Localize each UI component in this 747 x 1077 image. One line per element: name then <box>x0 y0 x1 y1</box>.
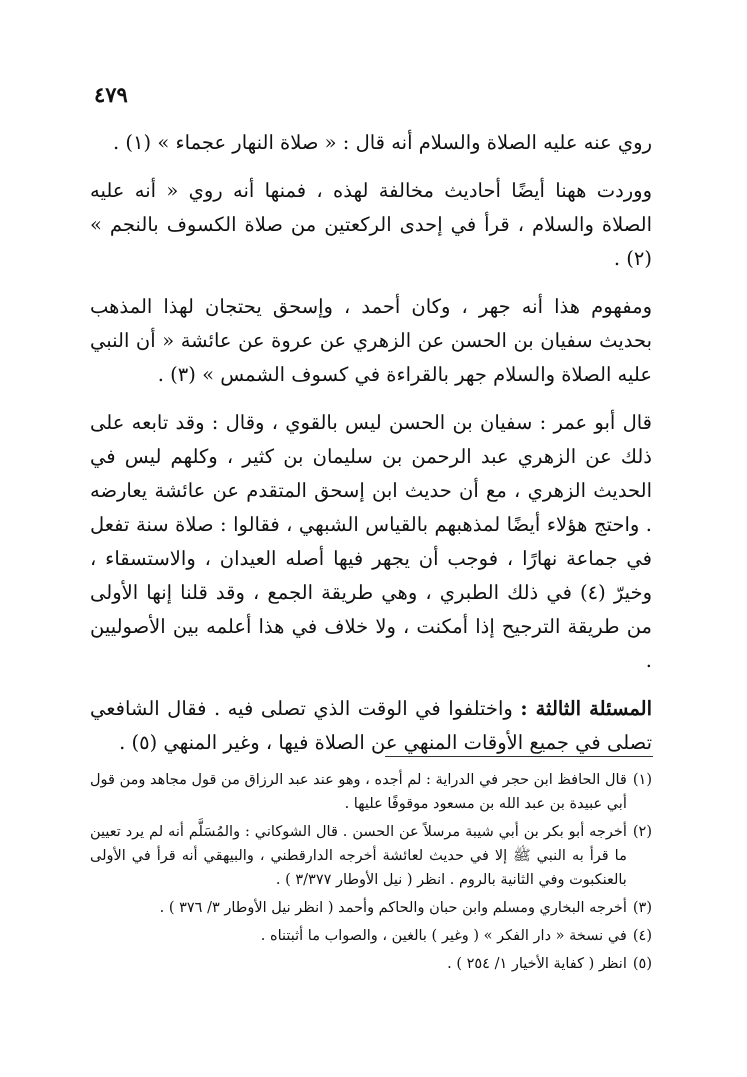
paragraph: روي عنه عليه الصلاة والسلام أنه قال : « صلاة النهار عجماء » (١) . <box>113 131 652 154</box>
footnote <box>90 820 652 892</box>
footnote <box>90 768 652 816</box>
footnote-text: في نسخة « دار الفكر » ( وغير ) بالغين ، والصواب ما أثبتناه . <box>260 928 627 944</box>
footnote-number: (٤) <box>632 928 652 944</box>
footnote-divider <box>385 756 653 757</box>
paragraph: قال أبو عمر : سفيان بن الحسن ليس بالقوي ، وقال : وقد تابعه على ذلك عن الزهري عبد الرحمن بن سليمان بن كثير ، وكلهم ليس في الحديث الزهري ، مع أن حديث ابن إسحق المتقدم عن عائشة يعارضه . واحتج هؤلاء أيضًا لمذهبهم بالقياس الشبهي ، فقالوا : صلاة سنة تفعل في جماعة نهارًا ، فوجب أن يجهر فيها أصله العيدان ، والاستسقاء ، وخيرّ (٤) في ذلك الطبري ، وهي طريقة الجمع ، وقد قلنا إنها الأولى من طريقة الترجيح إذا أمكنت ، ولا خلاف في هذا أعلمه بين الأصوليين . <box>90 411 653 672</box>
footnote-number: (٢) <box>632 824 652 840</box>
main-text <box>90 126 652 776</box>
issue-text: واختلفوا في الوقت الذي تصلى فيه . فقال الشافعي تصلى في جميع الأوقات المنهي عن الصلاة فيها ، وغير المنهي (٥) . <box>90 697 652 754</box>
paragraph: ووردت ههنا أيضًا أحاديث مخالفة لهذه ، فمنها أنه روي « أنه عليه الصلاة والسلام ، قرأ في إحدى الركعتين من صلاة الكسوف بالنجم » (٢) . <box>90 179 652 270</box>
footnote-number: (٥) <box>632 956 652 972</box>
footnote-text: قال الحافظ ابن حجر في الدراية : لم أجده ، وهو عند عبد الرزاق من قول مجاهد ومن قول أبي عبيدة بن عبد الله بن مسعود موقوفًا عليها . <box>90 772 627 812</box>
issue-heading: المسئلة الثالثة : <box>520 697 652 720</box>
paragraph: ومفهوم هذا أنه جهر ، وكان أحمد ، وإسحق يحتجان لهذا المذهب بحديث سفيان بن الحسن عن الزهري عن عروة عن عائشة « أن النبي عليه الصلاة والسلام جهر بالقراءة في كسوف الشمس » (٣) . <box>90 295 652 386</box>
footnote-text: انظر ( كفاية الأخيار ١/ ٢٥٤ ) . <box>447 956 627 972</box>
footnote <box>90 924 652 948</box>
footnote-text: أخرجه البخاري ومسلم وابن حبان والحاكم وأحمد ( انظر نيل الأوطار ٣/ ٣٧٦ ) . <box>159 900 627 916</box>
footnote-number: (١) <box>632 772 652 788</box>
footnote <box>90 952 652 976</box>
footnote <box>90 896 652 920</box>
footnote-text: أخرجه أبو بكر بن أبي شيبة مرسلاً عن الحسن . قال الشوكاني : والمُسَلَّم أنه لم يرد تعيين ما قرأ به النبي ﷺ إلا في حديث لعائشة أخرجه الدارقطني ، والبيهقي أنه قرأ في الأولى بالعنكبوت وفي الثانية بالروم . انظر ( نيل الأوطار ٣/٣٧٧ ) . <box>90 824 627 888</box>
issue-paragraph <box>90 692 652 760</box>
footnote-number: (٣) <box>632 900 652 916</box>
footnotes <box>90 768 652 980</box>
page-number: ٤٧٩ <box>94 82 128 107</box>
